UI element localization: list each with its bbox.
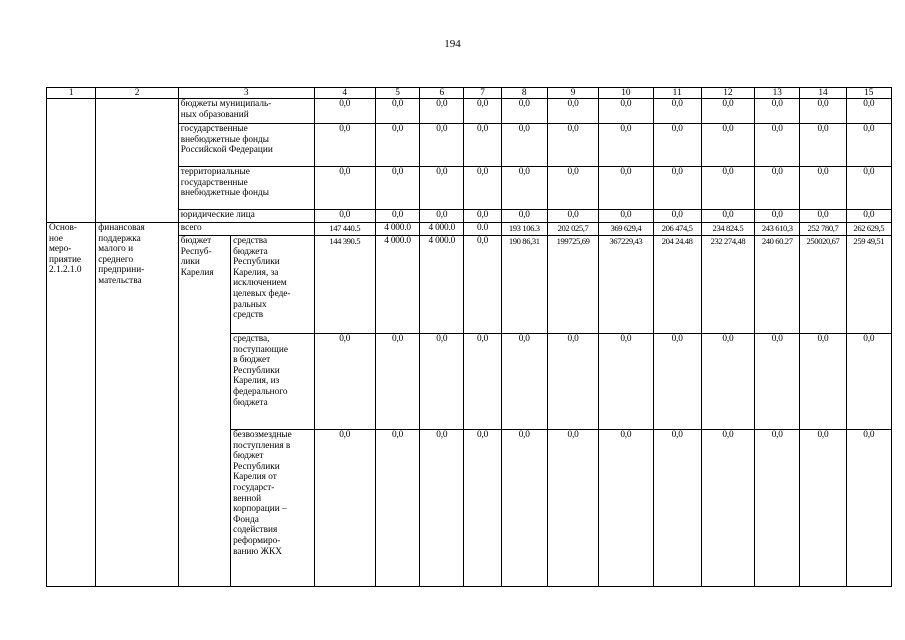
value-cell: 0,0 [755, 99, 800, 124]
value-cell: 0,0 [701, 334, 754, 430]
value-cell: 0,0 [755, 124, 800, 167]
value-cell: 0,0 [501, 124, 547, 167]
value-cell: 0,0 [599, 167, 653, 210]
value-cell: 0,0 [599, 334, 653, 430]
value-cell: 4 000.0 [420, 223, 464, 236]
value-cell: 0,0 [547, 167, 598, 210]
value-cell: 0,0 [375, 124, 419, 167]
value-cell: 232 274,48 [701, 236, 754, 334]
value-cell: 147 440.5 [314, 223, 375, 236]
column-header: 7 [464, 88, 501, 99]
value-cell: 0,0 [375, 167, 419, 210]
source-label: бюджеты муниципаль- ных образований [178, 99, 314, 124]
value-cell: 0,0 [701, 99, 754, 124]
value-cell: 0,0 [501, 430, 547, 587]
value-cell: 0,0 [653, 334, 701, 430]
column-header: 13 [755, 88, 800, 99]
value-cell: 0,0 [501, 167, 547, 210]
column-header: 15 [846, 88, 891, 99]
value-cell: 0,0 [755, 430, 800, 587]
column-header: 3 [178, 88, 314, 99]
value-cell: 0,0 [547, 430, 598, 587]
value-cell: 0,0 [464, 210, 501, 223]
value-cell: 0,0 [800, 430, 846, 587]
value-cell: 0,0 [653, 167, 701, 210]
value-cell: 144 390.5 [314, 236, 375, 334]
value-cell: 0,0 [464, 334, 501, 430]
value-cell: 0,0 [375, 430, 419, 587]
value-cell: 0,0 [375, 210, 419, 223]
value-cell: 0,0 [547, 334, 598, 430]
measure-code: Основ- ное меро- приятие 2.1.2.1.0 [47, 223, 96, 587]
value-cell: 0,0 [464, 124, 501, 167]
page-number: 194 [444, 38, 461, 50]
column-header: 14 [800, 88, 846, 99]
column-header: 6 [420, 88, 464, 99]
value-cell: 0,0 [464, 430, 501, 587]
value-cell: 0,0 [599, 99, 653, 124]
value-cell: 0,0 [314, 99, 375, 124]
budget-table [46, 87, 892, 587]
value-cell: 0,0 [314, 124, 375, 167]
value-cell: 4 000.0 [420, 236, 464, 334]
value-cell: 0,0 [420, 124, 464, 167]
value-cell: 0,0 [599, 210, 653, 223]
value-cell: 0,0 [314, 167, 375, 210]
column-header: 2 [96, 88, 178, 99]
value-cell: 0,0 [464, 167, 501, 210]
value-cell: 206 474,5 [653, 223, 701, 236]
value-cell: 0,0 [701, 124, 754, 167]
value-cell: 0,0 [653, 430, 701, 587]
column-header: 1 [47, 88, 96, 99]
source-label: юридические лица [178, 210, 314, 223]
column-header: 10 [599, 88, 653, 99]
value-cell: 0,0 [547, 124, 598, 167]
value-cell: 234 824.5 [701, 223, 754, 236]
value-cell: 0,0 [547, 210, 598, 223]
value-cell: 0,0 [846, 210, 891, 223]
value-cell: 0,0 [800, 124, 846, 167]
source-label: государственные внебюджетные фонды Российской Федерации [178, 124, 314, 167]
value-cell: 0,0 [314, 334, 375, 430]
value-cell: 0,0 [420, 334, 464, 430]
value-cell: 0.0 [464, 223, 501, 236]
value-cell: 0,0 [501, 99, 547, 124]
source-label: средства бюджета Республики Карелия, за исключением целевых феде- ральных средств [231, 236, 314, 334]
total-label: всего [178, 223, 314, 236]
value-cell: 190 86,31 [501, 236, 547, 334]
value-cell: 0,0 [846, 99, 891, 124]
value-cell: 0,0 [420, 99, 464, 124]
value-cell: 0,0 [547, 99, 598, 124]
column-header: 9 [547, 88, 598, 99]
value-cell: 0,0 [846, 430, 891, 587]
column-header: 12 [701, 88, 754, 99]
value-cell: 240 60.27 [755, 236, 800, 334]
value-cell: 204 24.48 [653, 236, 701, 334]
value-cell: 0,0 [755, 167, 800, 210]
value-cell: 0,0 [501, 210, 547, 223]
value-cell: 0,0 [701, 210, 754, 223]
value-cell: 0,0 [653, 210, 701, 223]
column-header: 11 [653, 88, 701, 99]
value-cell: 0,0 [755, 210, 800, 223]
value-cell: 0,0 [846, 167, 891, 210]
column-header: 4 [314, 88, 375, 99]
value-cell: 367229,43 [599, 236, 653, 334]
value-cell: 0,0 [314, 210, 375, 223]
value-cell: 193 106.3 [501, 223, 547, 236]
source-label: безвозмездные поступления в бюджет Республики Карелия от государст- венной корпорации – Фонда содействия реформиро- ванию ЖКХ [231, 430, 314, 587]
value-cell: 262 629,5 [846, 223, 891, 236]
value-cell: 0,0 [314, 430, 375, 587]
value-cell: 0,0 [375, 334, 419, 430]
source-label: средства, поступающие в бюджет Республики Карелия, из федерального бюджета [231, 334, 314, 430]
value-cell: 0,0 [420, 210, 464, 223]
value-cell: 0,0 [420, 430, 464, 587]
value-cell: 0,0 [701, 430, 754, 587]
value-cell: 202 025,7 [547, 223, 598, 236]
value-cell: 0,0 [800, 210, 846, 223]
source-label: территориальные государственные внебюджетные фонды [178, 167, 314, 210]
value-cell: 199725,69 [547, 236, 598, 334]
value-cell: 369 629,4 [599, 223, 653, 236]
table-row [47, 99, 892, 124]
budget-label: бюджет Респуб- лики Карелия [178, 236, 230, 587]
value-cell: 0,0 [599, 124, 653, 167]
value-cell: 4 000.0 [375, 223, 419, 236]
value-cell: 0,0 [800, 334, 846, 430]
value-cell: 4 000.0 [375, 236, 419, 334]
column-header: 5 [375, 88, 419, 99]
value-cell: 250020,67 [800, 236, 846, 334]
value-cell: 0,0 [653, 99, 701, 124]
value-cell: 0,0 [501, 334, 547, 430]
value-cell: 0,0 [701, 167, 754, 210]
empty-cell [47, 99, 96, 223]
value-cell: 0,0 [375, 99, 419, 124]
value-cell: 252 780,7 [800, 223, 846, 236]
value-cell: 0,0 [755, 334, 800, 430]
header-row [47, 88, 892, 99]
value-cell: 0,0 [653, 124, 701, 167]
value-cell: 0,0 [420, 167, 464, 210]
value-cell: 0,0 [464, 236, 501, 334]
table-row [47, 223, 892, 236]
value-cell: 0,0 [800, 167, 846, 210]
column-header: 8 [501, 88, 547, 99]
value-cell: 0,0 [846, 124, 891, 167]
value-cell: 259 49,51 [846, 236, 891, 334]
value-cell: 0,0 [800, 99, 846, 124]
measure-name: финансовая поддержка малого и среднего предприни- мательства [96, 223, 178, 587]
value-cell: 0,0 [599, 430, 653, 587]
value-cell: 0,0 [846, 334, 891, 430]
empty-cell [96, 99, 178, 223]
value-cell: 0,0 [464, 99, 501, 124]
value-cell: 243 610,3 [755, 223, 800, 236]
